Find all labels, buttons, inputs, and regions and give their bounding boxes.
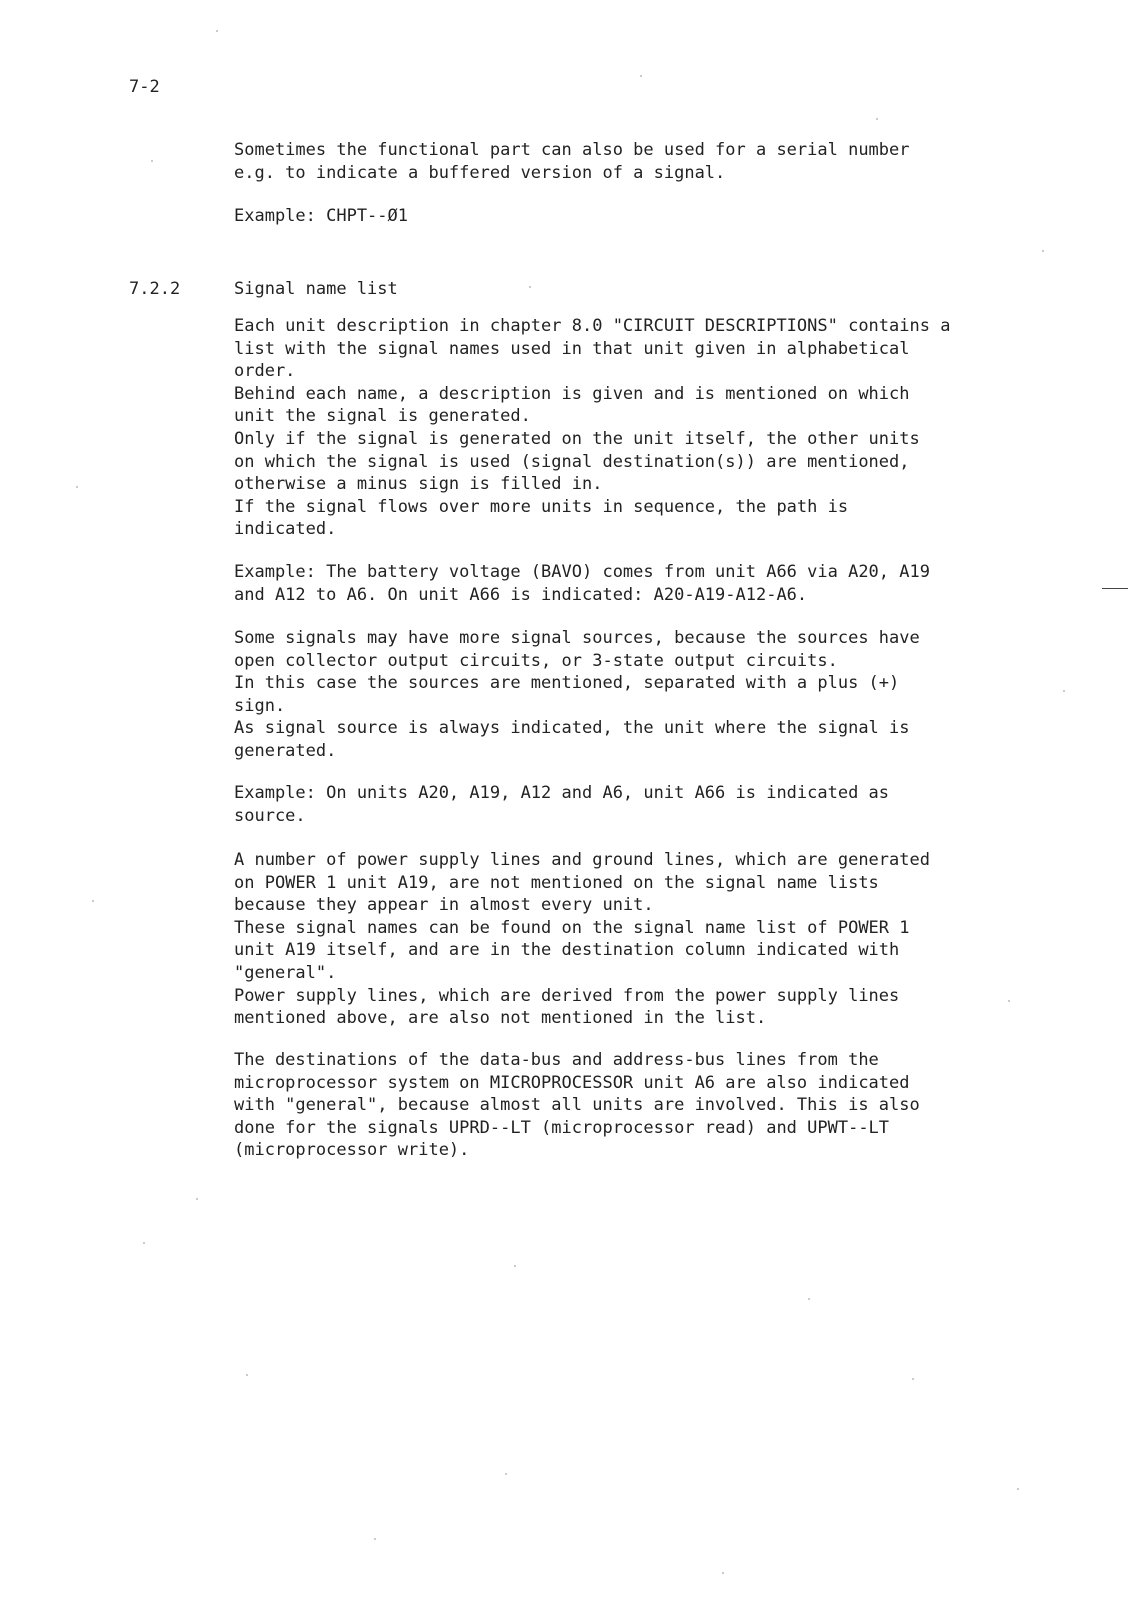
scan-speck (640, 75, 642, 77)
intro-example (234, 205, 1034, 228)
scan-speck (246, 1374, 248, 1376)
text-line: generated. (234, 740, 337, 761)
section-number: 7.2.2 (129, 279, 181, 299)
example-line: Example: CHPT--Ø1 (234, 206, 408, 226)
scan-speck (216, 30, 218, 32)
text-line: A number of power supply lines and ground lines, which are generated (234, 850, 930, 870)
text-line: otherwise a minus sign is filled in. (234, 474, 603, 495)
text-line: Each unit description in chapter 8.0 "CIRCUIT DESCRIPTIONS" contains a (234, 316, 951, 336)
scan-speck (514, 1265, 516, 1267)
scan-speck (1017, 1488, 1019, 1490)
text-line: As signal source is always indicated, the unit where the signal is (234, 718, 910, 739)
scan-speck (196, 1198, 198, 1200)
text-line: with "general", because almost all units are involved. This is also (234, 1095, 920, 1116)
text-line: sign. (234, 695, 286, 716)
scan-speck (876, 118, 878, 120)
text-line: The destinations of the data-bus and address-bus lines from the (234, 1050, 879, 1070)
text-line: Sometimes the functional part can also be used for a serial number (234, 140, 910, 160)
paragraph-power-supply (234, 849, 1034, 1030)
intro-paragraph (234, 139, 1034, 184)
scan-speck (143, 1242, 145, 1244)
text-line: and A12 to A6. On unit A66 is indicated: A20-A19-A12-A6. (234, 584, 808, 605)
scan-speck (529, 286, 531, 288)
text-line: microprocessor system on MICROPROCESSOR unit A6 are also indicated (234, 1072, 910, 1093)
scan-speck (505, 1473, 507, 1475)
text-line: Only if the signal is generated on the unit itself, the other units (234, 428, 920, 449)
text-line: list with the signal names used in that unit given in alphabetical (234, 338, 910, 359)
paragraph-signal-list (234, 315, 1034, 541)
text-line: Some signals may have more signal sources, because the sources have (234, 628, 920, 648)
text-line: Example: On units A20, A19, A12 and A6, unit A66 is indicated as (234, 783, 890, 803)
text-line: In this case the sources are mentioned, separated with a plus (+) (234, 673, 900, 694)
text-line: source. (234, 805, 306, 826)
paragraph-example-bavo (234, 561, 1034, 606)
text-line: (microprocessor write). (234, 1140, 470, 1161)
text-line: "general". (234, 962, 337, 983)
scan-speck (1008, 1000, 1010, 1002)
scan-speck (76, 486, 78, 488)
scan-speck (374, 1538, 376, 1540)
text-line: because they appear in almost every unit. (234, 895, 654, 916)
section-title-text: Signal name list (234, 279, 398, 299)
text-line: mentioned above, are also not mentioned in the list. (234, 1008, 767, 1029)
scan-speck (912, 1378, 914, 1380)
text-line: Behind each name, a description is given and is mentioned on which (234, 383, 910, 404)
margin-mark (1102, 588, 1128, 589)
text-line: on POWER 1 unit A19, are not mentioned on the signal name lists (234, 872, 879, 893)
text-line: unit A19 itself, and are in the destination column indicated with (234, 940, 900, 961)
text-line: Power supply lines, which are derived from the power supply lines (234, 985, 900, 1006)
text-line: Example: The battery voltage (BAVO) comes from unit A66 via A20, A19 (234, 562, 930, 582)
text-line: done for the signals UPRD--LT (microprocessor read) and UPWT--LT (234, 1117, 890, 1138)
scan-speck (808, 1298, 810, 1300)
section-title (234, 278, 1034, 301)
text-line: These signal names can be found on the signal name list of POWER 1 (234, 917, 910, 938)
text-line: unit the signal is generated. (234, 406, 531, 427)
scan-speck (92, 900, 94, 902)
text-line: If the signal flows over more units in sequence, the path is (234, 496, 849, 517)
text-line: indicated. (234, 519, 337, 540)
paragraph-signal-sources (234, 627, 1034, 763)
page-number: 7-2 (129, 77, 160, 97)
scan-speck (722, 1572, 724, 1574)
scan-speck (151, 160, 153, 162)
text-line: on which the signal is used (signal destination(s)) are mentioned, (234, 451, 910, 472)
scan-speck (1042, 250, 1044, 252)
text-line: open collector output circuits, or 3-state output circuits. (234, 650, 838, 671)
scan-speck (1063, 690, 1065, 692)
paragraph-bus-destinations (234, 1049, 1034, 1162)
paragraph-example-source (234, 782, 1034, 827)
text-line: order. (234, 361, 296, 382)
text-line: e.g. to indicate a buffered version of a signal. (234, 162, 726, 183)
